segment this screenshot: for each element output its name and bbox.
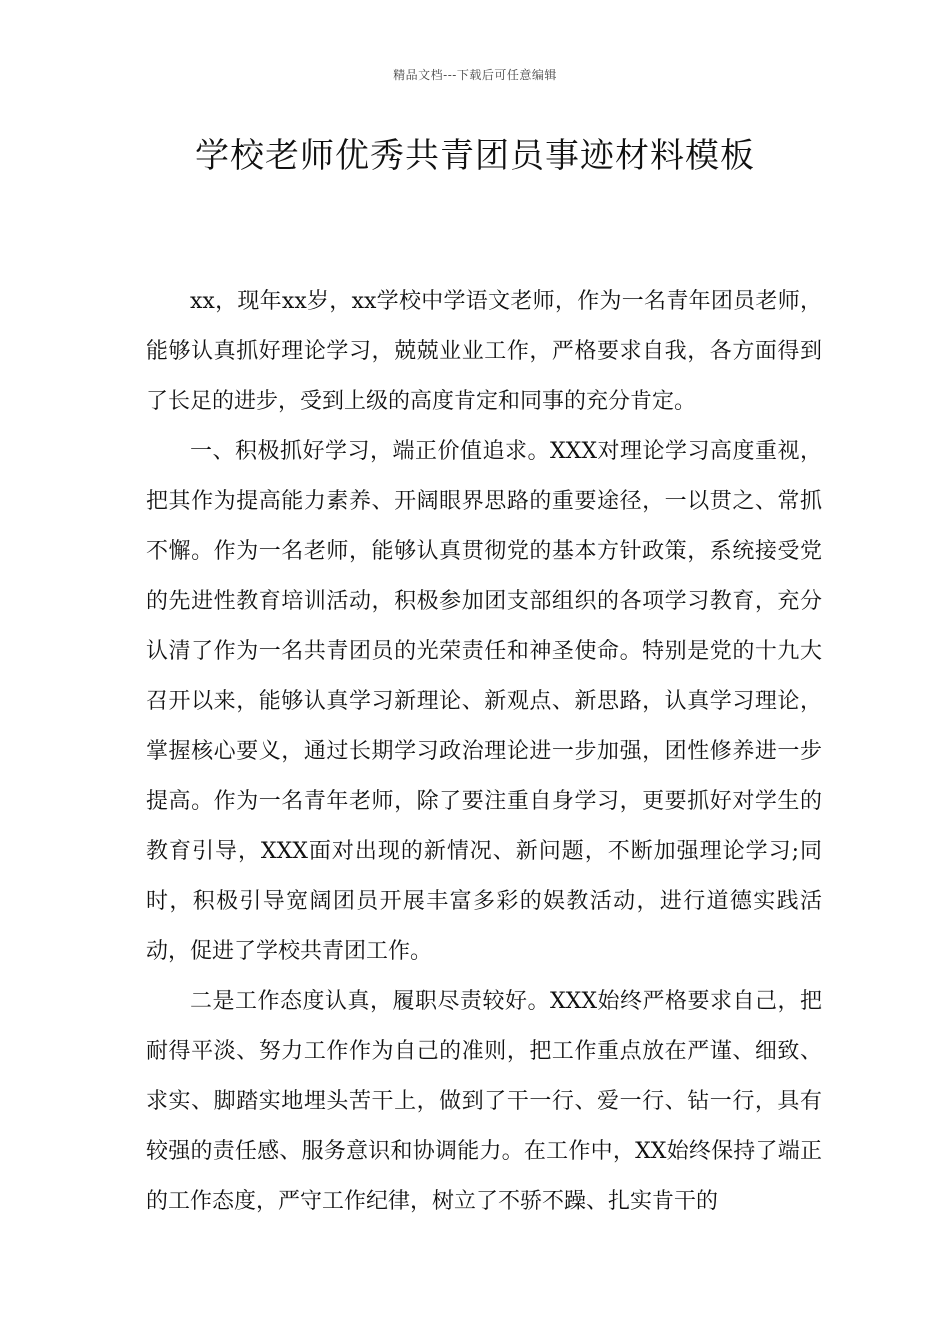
document-title: 学校老师优秀共青团员事迹材料模板 [195,136,755,176]
paragraph-study: 一、积极抓好学习，端正价值追求。XXX对理论学习高度重视，把其作为提高能力素养、开阔眼界思路的重要途径，一以贯之、常抓不懈。作为一名老师，能够认真贯彻党的基本方针政策，系统接受党的先进性教育培训活动，积极参加团支部组织的各项学习教育，充分认清了作为一名共青团员的光荣责任和神圣使命。特别是党的十九大召开以来，能够认真学习新理论、新观点、新思路，认真学习理论，掌握核心要义，通过长期学习政治理论进一步加强，团性修养进一步提高。作为一名青年老师，除了要注重自身学习，更要抓好对学生的教育引导，XXX面对出现的新情况、新问题，不断加强理论学习;同时，积极引导宽阔团员开展丰富多彩的娱教活动，进行道德实践活动，促进了学校共青团工作。 [146,439,822,964]
document-body [146,277,822,1227]
paragraph-work-attitude: 二是工作态度认真，履职尽责较好。XXX始终严格要求自己，把耐得平淡、努力工作作为自己的准则，把工作重点放在严谨、细致、求实、脚踏实地埋头苦干上，做到了干一行、爱一行、钻一行，具有较强的责任感、服务意识和协调能力。在工作中，XX始终保持了端正的工作态度，严守工作纪律，树立了不骄不躁、扎实肯干的 [146,989,822,1214]
header-note: 精品文档---下载后可任意编辑 [393,68,557,82]
paragraph-intro: xx，现年xx岁，xx学校中学语文老师，作为一名青年团员老师，能够认真抓好理论学习，兢兢业业工作，严格要求自我，各方面得到了长足的进步，受到上级的高度肯定和同事的充分肯定。 [146,289,822,414]
